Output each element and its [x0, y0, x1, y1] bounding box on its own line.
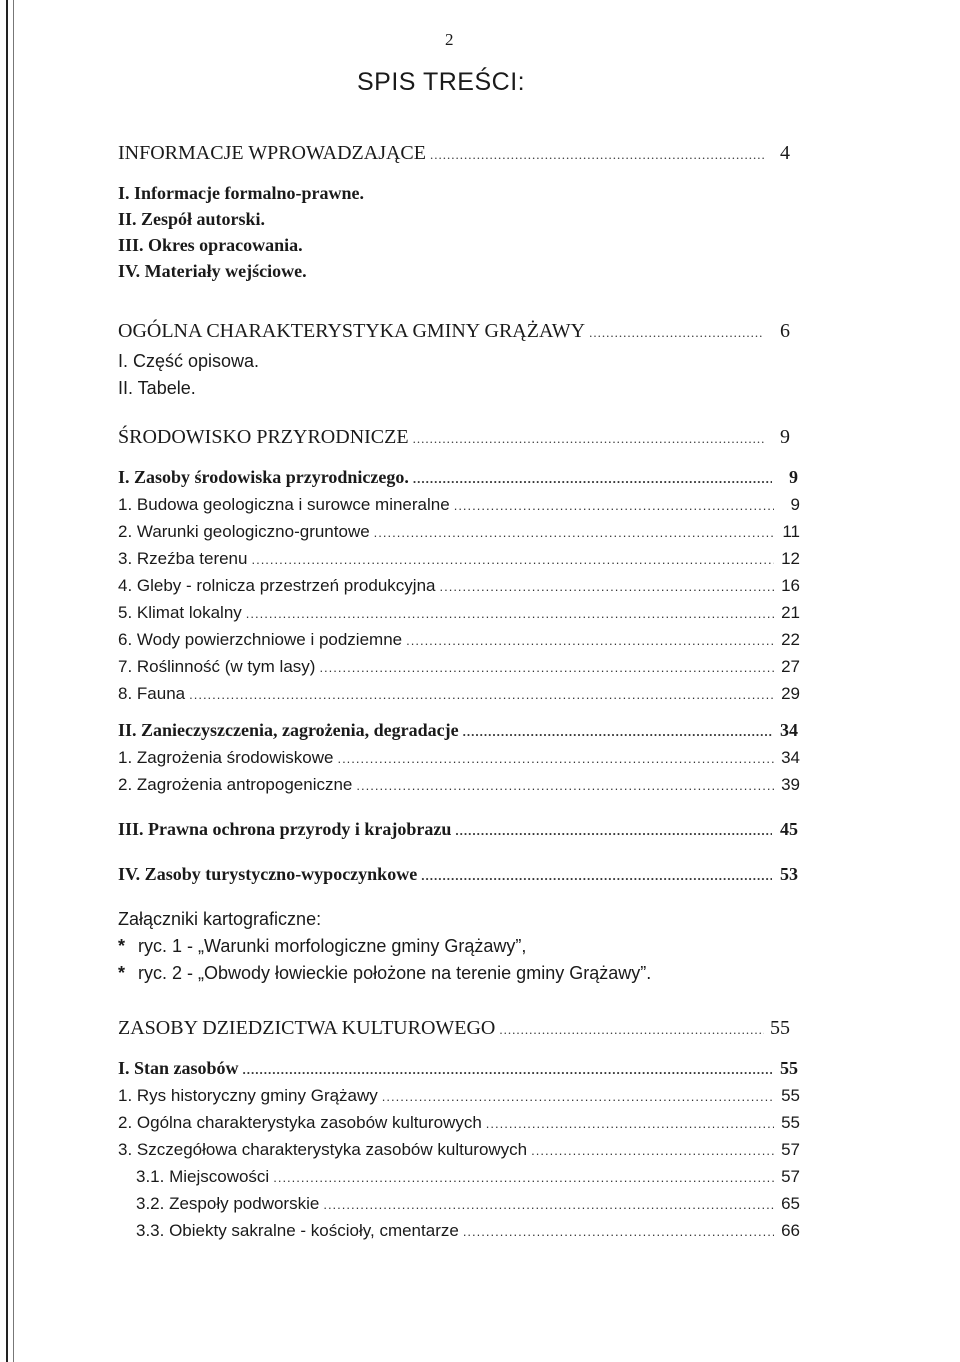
toc-item[interactable]	[118, 545, 818, 572]
toc-page-number: 45	[780, 819, 798, 839]
toc-leader-dots	[406, 627, 774, 654]
toc-page-number: 34	[781, 748, 800, 767]
attachment-item	[118, 933, 818, 960]
toc-page-number: 55	[781, 1113, 800, 1132]
attachment-label: ryc. 1 - „Warunki morfologiczne gminy Grążawy”,	[138, 936, 527, 956]
toc-leader-dots	[374, 519, 774, 546]
toc-leader-dots	[439, 573, 774, 600]
toc-list-item: II. Zespół autorski.	[118, 209, 266, 229]
toc-page-number: 57	[781, 1167, 800, 1186]
toc-label: OGÓLNA CHARAKTERYSTYKA GMINY GRĄŻAWY	[118, 320, 586, 342]
toc-page-number: 53	[780, 864, 798, 884]
toc-page-number: 22	[781, 630, 800, 649]
toc-item[interactable]	[118, 771, 818, 798]
toc-label: 4. Gleby - rolnicza przestrzeń produkcyjna	[118, 576, 436, 595]
toc-leader-dots	[454, 492, 774, 519]
toc-label: 2. Zagrożenia antropogeniczne	[118, 775, 353, 794]
toc-subitem[interactable]	[118, 1163, 818, 1190]
toc-page-number: 65	[781, 1194, 800, 1213]
toc-item[interactable]	[118, 572, 818, 599]
toc-label: III. Prawna ochrona przyrody i krajobrazu	[118, 819, 452, 839]
toc-leader-dots	[189, 681, 774, 708]
toc-leader-dots	[319, 654, 774, 681]
toc-section-informacje[interactable]	[118, 136, 818, 170]
toc-label: IV. Zasoby turystyczno-wypoczynkowe	[118, 864, 418, 884]
toc-part-prawna-ochrona[interactable]	[118, 816, 818, 843]
toc-page-number: 57	[781, 1140, 800, 1159]
toc-label: ZASOBY DZIEDZICTWA KULTUROWEGO	[118, 1017, 496, 1039]
toc-section-srodowisko[interactable]	[118, 420, 818, 454]
toc-list-item: IV. Materiały wejściowe.	[118, 261, 307, 281]
toc-leader-dots	[413, 465, 772, 492]
toc-label: 3.1. Miejscowości	[136, 1167, 270, 1186]
toc-leader-dots	[463, 1218, 774, 1245]
toc-page-number: 34	[780, 720, 798, 740]
toc-leader-dots	[337, 745, 774, 772]
scan-border-left-secondary	[13, 0, 14, 1362]
page-title: SPIS TREŚCI:	[357, 68, 526, 96]
toc-item[interactable]	[118, 599, 818, 626]
toc-label: II. Zanieczyszczenia, zagrożenia, degradacje	[118, 720, 459, 740]
toc-page-number: 12	[781, 549, 800, 568]
toc-label: 1. Zagrożenia środowiskowe	[118, 748, 334, 767]
toc-item[interactable]	[118, 744, 818, 771]
toc-leader-dots	[499, 1013, 764, 1047]
toc-item[interactable]	[118, 491, 818, 518]
scan-border-left	[6, 0, 8, 1362]
toc-page-number: 55	[770, 1017, 790, 1039]
page-number: 2	[445, 30, 454, 49]
toc-list-item: I. Informacje formalno-prawne.	[118, 183, 364, 203]
toc-section-charakterystyka[interactable]	[118, 314, 818, 348]
toc-leader-dots	[463, 718, 772, 745]
toc-list-item: II. Tabele.	[118, 378, 196, 398]
toc-part-zasoby[interactable]	[118, 464, 818, 491]
asterisk-bullet: *	[118, 936, 126, 956]
toc-page-number: 9	[790, 495, 800, 514]
toc-leader-dots	[382, 1083, 774, 1110]
toc-part-zasoby-turystyczne[interactable]	[118, 861, 818, 888]
toc-label: 6. Wody powierzchniowe i podziemne	[118, 630, 403, 649]
toc-leader-dots	[421, 862, 772, 889]
toc-leader-dots	[430, 138, 764, 172]
toc-leader-dots	[413, 422, 764, 456]
toc-label: I. Zasoby środowiska przyrodniczego.	[118, 467, 409, 487]
toc-subitem[interactable]	[118, 1217, 818, 1244]
toc-part-stan-zasobow[interactable]	[118, 1055, 818, 1082]
toc-page-number: 55	[781, 1086, 800, 1105]
toc-item[interactable]	[118, 1109, 818, 1136]
toc-item[interactable]	[118, 1082, 818, 1109]
toc-leader-dots	[531, 1137, 774, 1164]
toc-leader-dots	[589, 316, 764, 350]
toc-page-number: 66	[781, 1221, 800, 1240]
toc-item[interactable]	[118, 680, 818, 707]
toc-page-number: 9	[789, 467, 798, 487]
toc-item[interactable]	[118, 653, 818, 680]
toc-list-item: III. Okres opracowania.	[118, 235, 303, 255]
toc-subitem[interactable]	[118, 1190, 818, 1217]
toc-leader-dots	[455, 817, 772, 844]
toc-leader-dots	[486, 1110, 774, 1137]
toc-page-number: 29	[781, 684, 800, 703]
toc-label: 2. Ogólna charakterystyka zasobów kulturowych	[118, 1113, 482, 1132]
toc-item[interactable]	[118, 518, 818, 545]
toc-section-dziedzictwo[interactable]	[118, 1011, 818, 1045]
attachments-heading: Załączniki kartograficzne:	[118, 909, 322, 929]
toc-label: INFORMACJE WPROWADZAJĄCE	[118, 142, 426, 164]
toc-page-number: 27	[781, 657, 800, 676]
table-of-contents	[118, 136, 818, 1244]
toc-label: 5. Klimat lokalny	[118, 603, 242, 622]
toc-list-item: I. Część opisowa.	[118, 351, 260, 371]
toc-leader-dots	[243, 1056, 772, 1083]
toc-label: 3.3. Obiekty sakralne - kościoły, cmentarze	[136, 1221, 459, 1240]
toc-label: ŚRODOWISKO PRZYRODNICZE	[118, 426, 409, 448]
asterisk-bullet: *	[118, 963, 126, 983]
toc-label: 3. Szczegółowa charakterystyka zasobów kulturowych	[118, 1140, 528, 1159]
toc-page-number: 21	[781, 603, 800, 622]
toc-page-number: 9	[780, 426, 790, 448]
toc-leader-dots	[323, 1191, 774, 1218]
toc-label: 2. Warunki geologiczno-gruntowe	[118, 522, 370, 541]
toc-item[interactable]	[118, 1136, 818, 1163]
toc-label: 1. Budowa geologiczna i surowce mineralne	[118, 495, 450, 514]
toc-label: I. Stan zasobów	[118, 1058, 239, 1078]
toc-page-number: 11	[782, 522, 800, 541]
toc-page-number: 55	[780, 1058, 798, 1078]
toc-item[interactable]	[118, 626, 818, 653]
toc-leader-dots	[356, 772, 774, 799]
toc-label: 3.2. Zespoły podworskie	[136, 1194, 320, 1213]
toc-label: 3. Rzeźba terenu	[118, 549, 248, 568]
toc-label: 8. Fauna	[118, 684, 186, 703]
attachment-item	[118, 960, 818, 987]
toc-leader-dots	[273, 1164, 774, 1191]
toc-label: 1. Rys historyczny gminy Grążawy	[118, 1086, 378, 1105]
attachment-label: ryc. 2 - „Obwody łowieckie położone na terenie gminy Grążawy”.	[138, 963, 652, 983]
toc-leader-dots	[246, 600, 774, 627]
toc-page-number: 6	[780, 320, 790, 342]
toc-label: 7. Roślinność (w tym lasy)	[118, 657, 316, 676]
toc-page-number: 39	[781, 775, 800, 794]
toc-page-number: 16	[781, 576, 800, 595]
toc-page-number: 4	[780, 142, 790, 164]
toc-part-zanieczyszczenia[interactable]	[118, 717, 818, 744]
toc-leader-dots	[251, 546, 774, 573]
